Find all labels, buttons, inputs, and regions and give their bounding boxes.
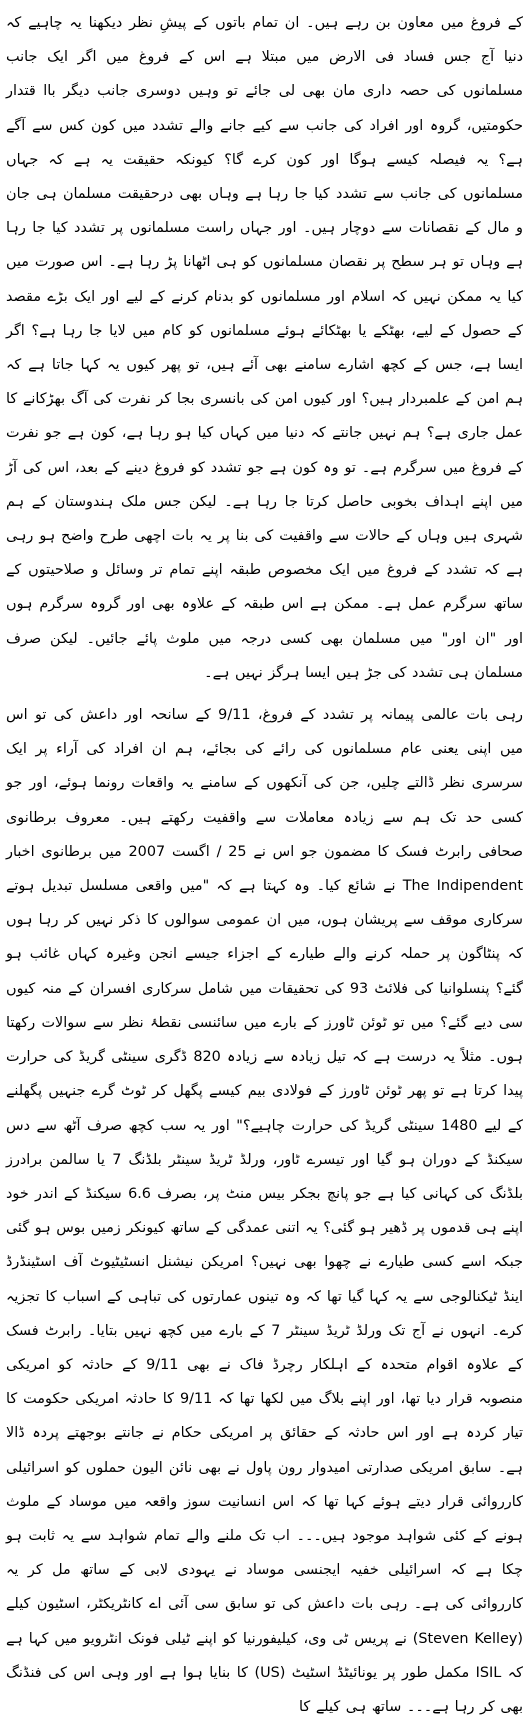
article-paragraph-1: کے فروغ میں معاون بن رہے ہیں۔ ان تمام باتوں کے پیشِ نظر دیکھنا یہ چاہیے کہ دنیا آج جس فساد فی الارض میں مبتلا ہے اس کے فروغ میں اگر ایک جانب مسلمانوں کی حصہ داری مان بھی لی جائے تو وہیں دوسری جانب دیگر باا قتدار حکومتیں، گروہ اور افراد کی جانب سے کیے جانے والے تشدد میں کون کس سے آگے ہے؟ یہ فیصلہ کیسے ہوگا اور کون کرے گا؟ کیونکہ حقیقت یہ ہے کہ جہاں مسلمانوں کی جانب سے تشدد کیا جا رہا ہے وہاں بھی درحقیقت مسلمان ہی جان و مال کے نقصانات سے دوچار ہیں۔ اور جہاں راست مسلمانوں پر تشدد کیا جا رہا ہے وہاں تو ہر سطح پر نقصان مسلمانوں کو ہی اٹھانا پڑ رہا ہے۔ اس صورت میں کیا یہ ممکن نہیں کہ اسلام اور مسلمانوں کو بدنام کرنے کے لیے اور ایک بڑے مقصد کے حصول کے لیے، بھٹکے یا بھٹکائے ہوئے مسلمانوں کو کام میں لایا جا رہا ہے؟ اگر ایسا ہے، جس کے کچھ اشارے سامنے بھی آئے ہیں، تو پھر کیوں یہ کہا جاتا ہے کہ ہم امن کے علمبردار ہیں؟ اور کیوں امن کی بانسری بجا کر نفرت کی آگ بھڑکانے کا عمل جاری ہے؟ ہم نہیں جانتے کہ دنیا میں کہاں کیا ہو رہا ہے، کون ہے جو نفرت کے فروغ میں سرگرم ہے۔ تو وہ کون ہے جو تشدد کو فروغ دینے کے بعد، اس کی آڑ میں اپنے اہداف بخوبی حاصل کرتا جا رہا ہے۔ لیکن جس ملک ہندوستان کے ہم شہری ہیں وہاں کے حالات سے واقفیت کی بنا پر یہ بات اچھی طرح واضح ہو رہی ہے کہ تشدد کے فروغ میں ایک مخصوص طبقہ اپنے تمام تر وسائل و صلاحیتوں کے ساتھ سرگرم عمل ہے۔ ممکن ہے اس طبقہ کے علاوہ بھی اور گروہ سرگرم ہوں اور "ان اور" میں مسلمان بھی کسی درجہ میں ملوث پائے جائیں۔ لیکن صرف مسلمان ہی تشدد کی جڑ ہیں ایسا ہرگز نہیں ہے۔ bbox=[6, 15, 523, 681]
article-paragraph-2: رہی بات عالمی پیمانہ پر تشدد کے فروغ، 9/11 کے سانحہ اور داعش کی تو اس میں اپنی یعنی عام مسلمانوں کی رائے کی بجائے، ہم ان افراد کی آراء پر ایک سرسری نظر ڈالتے چلیں، جن کی آنکھوں کے سامنے یہ واقعات رونما ہوئے، اور جو کسی حد تک ہم سے زیادہ معاملات سے واقفیت رکھتے ہیں۔ معروف برطانوی صحافی رابرٹ فسک کا مضمون جو اس نے 25 / اگست 2007 میں برطانوی اخبار The Indipendent نے شائع کیا۔ وہ کہتا ہے کہ "میں واقعی مسلسل تبدیل ہوتے سرکاری موقف سے پریشان ہوں، میں ان عمومی سوالوں کا ذکر نہیں کر رہا ہوں کہ پنٹاگون پر حملہ کرنے والے طیارے کے اجزاء جیسے انجن وغیرہ کہاں غائب ہو گئے؟ پنسلوانیا کی فلائٹ 93 کی تحقیقات میں شامل سرکاری افسران کے منہ کیوں سی دیے گئے؟ میں تو ٹوئن ٹاورز کے بارے میں سائنسی نقطۂ نظر سے سوالات رکھتا ہوں۔ مثلاً یہ درست ہے کہ تیل زیادہ سے زیادہ 820 ڈگری سینٹی گریڈ کی حرارت پیدا کرتا ہے تو پھر ٹوئن ٹاورز کے فولادی بیم کیسے پگھل کر ٹوٹ گرے جنہیں پگھلنے کے لیے 1480 سینٹی گریڈ کی حرارت چاہیے؟" اور یہ سب کچھ صرف آٹھ سے دس سیکنڈ کے دوران ہو گیا اور تیسرے ٹاور، ورلڈ ٹریڈ سینٹر بلڈنگ 7 یا سالمن برادرز بلڈنگ کی کہانی کیا ہے جو پانچ بجکر بیس منٹ پر، بصرف 6.6 سیکنڈ کے اندر خود اپنے ہی قدموں پر ڈھیر ہو گئی؟ یہ اتنی عمدگی کے ساتھ کیونکر زمیں بوس ہو گئی جبکہ اسے کسی طیارے نے چھوا بھی نہیں؟ امریکن نیشنل انسٹیٹیوٹ آف اسٹینڈرڈ اینڈ ٹیکنالوجی سے یہ کہا گیا تھا کہ وہ تینوں عمارتوں کی تباہی کے اسباب کا تجزیہ کرے۔ انہوں نے آج تک ورلڈ ٹریڈ سینٹر 7 کے بارے میں کچھ نہیں بتایا۔ رابرٹ فسک کے علاوہ اقوام متحدہ کے اہلکار رچرڈ فاک نے بھی 9/11 کے حادثہ کو امریکی منصوبہ قرار دیا تھا، اور اپنے بلاگ میں لکھا تھا کہ 9/11 کا حادثہ امریکی حکومت کا تیار کردہ ہے اور اس حادثہ کے حقائق پر امریکی حکام نے جانتے بوجھتے پردہ ڈالا ہے۔ سابق امریکی صدارتی امیدوار رون پاول نے بھی نائن الیون حملوں کو اسرائیلی کارروائی قرار دیتے ہوئے کہا تھا کہ اس انسانیت سوز واقعہ میں موساد کے ملوث ہونے کے کئی شواہد موجود ہیں۔۔۔ اب تک ملنے والے تمام شواہد سے یہ ثابت ہو چکا ہے کہ اسرائیلی خفیہ ایجنسی موساد نے یہودی لابی کے ساتھ مل کر یہ کارروائی کی ہے۔ رہی بات داعش کی تو سابق سی آئی اے کانٹریکٹر، اسٹیون کیلے (Steven Kelley) نے پریس ٹی وی، کیلیفورنیا کو اپنے ٹیلی فونک انٹرویو میں کہا ہے کہ ISIL مکمل طور پر یونائیٹڈ اسٹیٹ (US) کا بنایا ہوا ہے اور وہی اس کی فنڈنگ بھی کر رہا ہے۔۔۔ ساتھ ہی کیلے کا bbox=[6, 707, 524, 1715]
